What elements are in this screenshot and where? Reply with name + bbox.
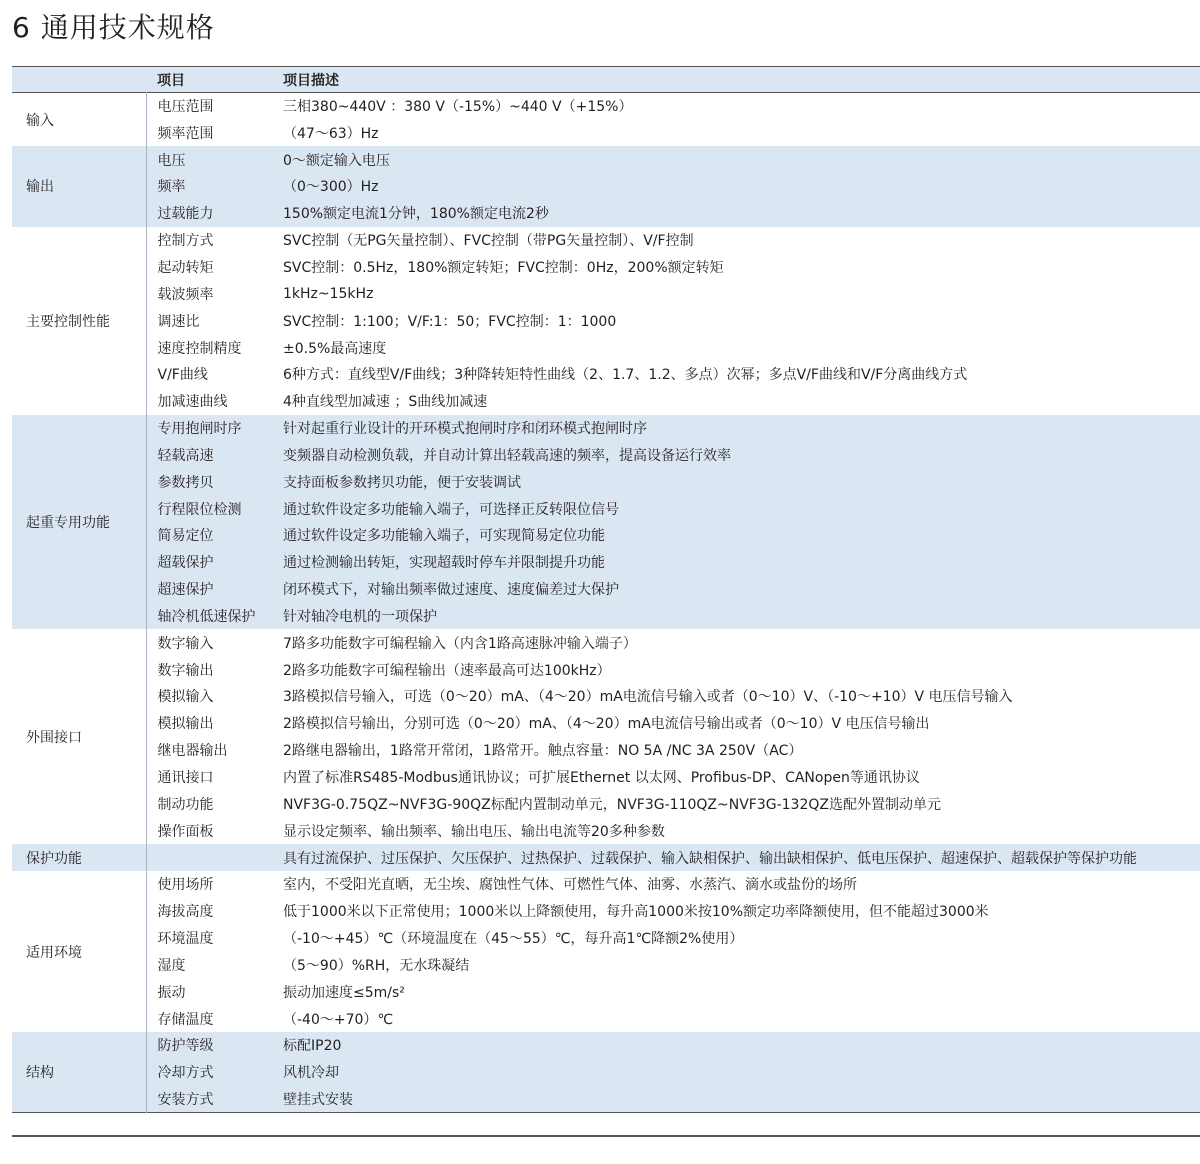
page-title: 6 通用技术规格: [12, 11, 215, 44]
description-cell: 标配IP20: [283, 1038, 342, 1055]
category-cell: 结构: [26, 1065, 54, 1082]
table-row: [12, 925, 1200, 952]
item-cell: 电压: [146, 146, 274, 173]
table-row: [12, 227, 1200, 254]
table-row: [12, 683, 1200, 710]
description-cell: 室内，不受阳光直晒，无尘埃、腐蚀性气体、可燃性气体、油雾、水蒸汽、滴水或盐份的场所: [283, 877, 857, 894]
table-row: [12, 468, 1200, 495]
description-cell: 壁挂式安装: [283, 1091, 353, 1108]
item-cell: 超速保护: [146, 576, 274, 603]
spec-group: [12, 1032, 1200, 1113]
description-cell: 1kHz~15kHz: [283, 285, 374, 302]
category-cell: 适用环境: [26, 944, 82, 961]
description-cell: 振动加速度≤5m/s²: [283, 984, 405, 1001]
table-row: [12, 415, 1200, 442]
description-cell: 针对轴冷电机的一项保护: [283, 608, 437, 625]
item-cell: 轴冷机低速保护: [146, 603, 274, 630]
item-cell: 湿度: [146, 952, 274, 979]
item-cell: 存储温度: [146, 1005, 274, 1032]
spec-group: [12, 93, 1200, 147]
table-row: [12, 146, 1200, 173]
table-row: [12, 1059, 1200, 1086]
table-row: [12, 1086, 1200, 1113]
item-cell: 振动: [146, 978, 274, 1005]
item-cell: 制动功能: [146, 790, 274, 817]
description-cell: SVC控制：0.5Hz，180%额定转矩；FVC控制：0Hz，200%额定转矩: [283, 259, 724, 276]
item-cell: 速度控制精度: [146, 334, 274, 361]
description-cell: （-40～+70）℃: [283, 1011, 394, 1028]
spec-group: [12, 415, 1200, 630]
table-row: [12, 388, 1200, 415]
table-row: [12, 334, 1200, 361]
table-row: [12, 441, 1200, 468]
item-cell: V/F曲线: [146, 361, 274, 388]
spec-table: [12, 66, 1200, 1113]
description-cell: （5～90）%RH，无水珠凝结: [283, 957, 470, 974]
description-cell: 2路模拟信号输出，分别可选（0～20）mA、（4～20）mA电流信号输出或者（0～10）V 电压信号输出: [283, 716, 930, 733]
item-cell: 使用场所: [146, 871, 274, 898]
description-cell: 2路继电器输出，1路常开常闭，1路常开。触点容量：NO 5A /NC 3A 250V（AC）: [283, 743, 803, 760]
description-cell: 针对起重行业设计的开环模式抱闸时序和闭环模式抱闸时序: [283, 421, 647, 438]
item-cell: 起动转矩: [146, 254, 274, 281]
category-cell: 输出: [26, 179, 54, 196]
item-cell: 电压范围: [146, 93, 274, 120]
spec-group: [12, 629, 1200, 844]
item-cell: 加减速曲线: [146, 388, 274, 415]
table-row: [12, 603, 1200, 630]
table-row: [12, 549, 1200, 576]
description-cell: 6种方式：直线型V/F曲线；3种降转矩特性曲线（2、1.7、1.2、多点）次幂；多点V/F曲线和V/F分离曲线方式: [283, 367, 968, 384]
table-row: [12, 93, 1200, 120]
description-cell: 内置了标准RS485-Modbus通讯协议；可扩展Ethernet 以太网、Profibus-DP、CANopen等通讯协议: [283, 770, 920, 787]
item-cell: 调速比: [146, 307, 274, 334]
item-cell: 冷却方式: [146, 1059, 274, 1086]
description-cell: SVC控制：1:100；V/F:1：50；FVC控制：1：1000: [283, 313, 617, 330]
description-cell: 具有过流保护、过压保护、欠压保护、过热保护、过载保护、输入缺相保护、输出缺相保护、低电压保护、超速保护、超载保护等保护功能: [283, 850, 1137, 867]
table-row: [12, 576, 1200, 603]
spec-group: [12, 227, 1200, 415]
table-row: [12, 790, 1200, 817]
spec-group: [12, 871, 1200, 1032]
description-cell: 3路模拟信号输入，可选（0～20）mA、（4～20）mA电流信号输入或者（0～10）V、（-10～+10）V 电压信号输入: [283, 689, 1013, 706]
item-cell: 模拟输出: [146, 710, 274, 737]
table-row: [12, 710, 1200, 737]
header-category: [12, 67, 146, 93]
description-cell: NVF3G-0.75QZ~NVF3G-90QZ标配内置制动单元，NVF3G-110QZ~NVF3G-132QZ选配外置制动单元: [283, 796, 941, 813]
spec-group: [12, 146, 1200, 227]
item-cell: 轻载高速: [146, 441, 274, 468]
item-cell: 参数拷贝: [146, 468, 274, 495]
description-cell: 变频器自动检测负载，并自动计算出轻载高速的频率，提高设备运行效率: [283, 447, 731, 464]
description-cell: 0～额定输入电压: [283, 152, 390, 169]
description-cell: 低于1000米以下正常使用；1000米以上降额使用，每升高1000米按10%额定功率降额使用，但不能超过3000米: [283, 904, 989, 921]
table-row: [12, 173, 1200, 200]
item-cell: 频率: [146, 173, 274, 200]
description-cell: 2路多功能数字可编程输出（速率最高可达100kHz）: [283, 662, 611, 679]
item-cell: 控制方式: [146, 227, 274, 254]
table-row: [12, 522, 1200, 549]
description-cell: 7路多功能数字可编程输入（内含1路高速脉冲输入端子）: [283, 635, 637, 652]
table-row: [12, 119, 1200, 146]
item-cell: 模拟输入: [146, 683, 274, 710]
category-cell: 起重专用功能: [26, 515, 110, 531]
table-row: [12, 952, 1200, 979]
table-row: [12, 764, 1200, 791]
table-row: [12, 817, 1200, 844]
item-cell: 海拔高度: [146, 898, 274, 925]
description-cell: 150%额定电流1分钟，180%额定电流2秒: [283, 206, 549, 223]
description-cell: 支持面板参数拷贝功能，便于安装调试: [283, 474, 521, 491]
category-cell: 输入: [26, 112, 54, 129]
item-cell: 数字输入: [146, 629, 274, 656]
table-row: [12, 737, 1200, 764]
description-cell: 显示设定频率、输出频率、输出电压、输出电流等20多种参数: [283, 823, 665, 840]
table-row: [12, 629, 1200, 656]
description-cell: ±0.5%最高速度: [283, 340, 387, 357]
table-row: [12, 1005, 1200, 1032]
spec-group: [12, 844, 1200, 871]
description-cell: 通过软件设定多功能输入端子，可选择正反转限位信号: [283, 501, 619, 518]
header-description: 项目描述: [283, 72, 339, 89]
description-cell: （47～63）Hz: [283, 125, 379, 142]
item-cell: 安装方式: [146, 1086, 274, 1113]
description-cell: 4种直线型加减速 ；S曲线加减速: [283, 394, 488, 411]
item-cell: 通讯接口: [146, 764, 274, 791]
item-cell: 数字输出: [146, 656, 274, 683]
table-bottom-rule: [12, 1135, 1200, 1137]
category-cell: 保护功能: [26, 850, 82, 867]
item-cell: [146, 844, 274, 871]
item-cell: 操作面板: [146, 817, 274, 844]
category-cell: 外围接口: [26, 729, 82, 746]
table-row: [12, 361, 1200, 388]
table-row: [12, 871, 1200, 898]
description-cell: 通过软件设定多功能输入端子，可实现简易定位功能: [283, 528, 605, 545]
item-cell: 继电器输出: [146, 737, 274, 764]
table-row: [12, 1032, 1200, 1059]
description-cell: 通过检测输出转矩，实现超载时停车并限制提升功能: [283, 555, 605, 572]
table-row: [12, 200, 1200, 227]
item-cell: 简易定位: [146, 522, 274, 549]
item-cell: 过载能力: [146, 200, 274, 227]
description-cell: （0～300）Hz: [283, 179, 379, 196]
item-cell: 行程限位检测: [146, 495, 274, 522]
table-row: [12, 656, 1200, 683]
description-cell: 风机冷却: [283, 1065, 339, 1082]
table-row: [12, 307, 1200, 334]
table-row: [12, 844, 1200, 871]
header-item: 项目: [157, 72, 185, 89]
table-row: [12, 280, 1200, 307]
description-cell: SVC控制（无PG矢量控制）、FVC控制（带PG矢量控制）、V/F控制: [283, 233, 694, 250]
table-row: [12, 495, 1200, 522]
item-cell: 专用抱闸时序: [146, 415, 274, 442]
table-header-row: [12, 67, 1200, 93]
item-cell: 频率范围: [146, 119, 274, 146]
item-cell: 防护等级: [146, 1032, 274, 1059]
table-row: [12, 898, 1200, 925]
item-cell: 载波频率: [146, 280, 274, 307]
item-cell: 超载保护: [146, 549, 274, 576]
category-cell: 主要控制性能: [26, 313, 110, 330]
table-row: [12, 254, 1200, 281]
item-cell: 环境温度: [146, 925, 274, 952]
table-row: [12, 978, 1200, 1005]
description-cell: 三相380~440V ：380 V（-15%）~440 V（+15%）: [283, 99, 633, 116]
description-cell: 闭环模式下，对输出频率做过速度、速度偏差过大保护: [283, 582, 619, 599]
description-cell: （-10～+45）℃（环境温度在（45～55）℃，每升高1℃降额2%使用）: [283, 931, 744, 948]
